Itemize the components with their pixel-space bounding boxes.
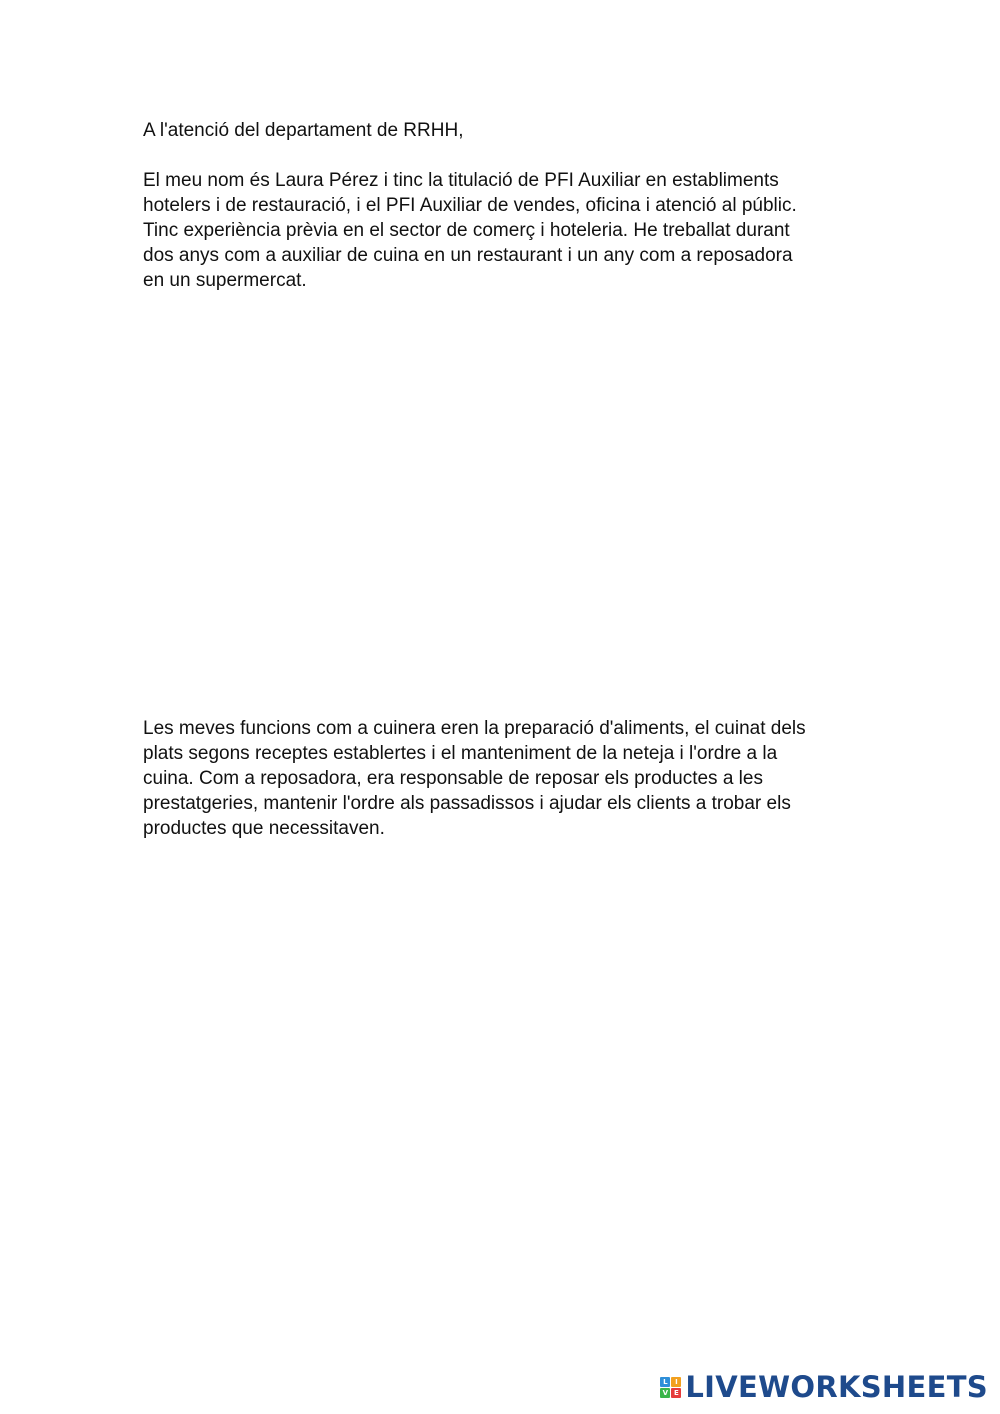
- paragraph-line: productes que necessitaven.: [143, 818, 385, 839]
- paragraph-line: prestatgeries, mantenir l'ordre als passadissos i ajudar els clients a trobar els: [143, 793, 791, 814]
- logo-mark-icon: [660, 1377, 681, 1398]
- salutation: A l'atenció del departament de RRHH,: [143, 120, 464, 141]
- logo-text: LIVEWORKSHEETS: [685, 1370, 988, 1404]
- paragraph-line: dos anys com a auxiliar de cuina en un restaurant i un any com a reposadora: [143, 245, 793, 266]
- paragraph-functions: [143, 716, 806, 841]
- paragraph-line: plats segons receptes establertes i el manteniment de la neteja i l'ordre a la: [143, 743, 778, 764]
- logo-mark-cell: L: [660, 1377, 670, 1387]
- paragraph-line: en un supermercat.: [143, 270, 307, 291]
- paragraph-introduction: [143, 168, 797, 293]
- logo-mark-cell: I: [671, 1377, 681, 1387]
- paragraph-line: Tinc experiència prèvia en el sector de comerç i hoteleria. He treballat durant: [143, 220, 790, 241]
- paragraph-line: hotelers i de restauració, i el PFI Auxiliar de vendes, oficina i atenció al públic.: [143, 195, 797, 216]
- logo-mark-cell: V: [660, 1388, 670, 1398]
- paragraph-line: cuina. Com a reposadora, era responsable de reposar els productes a les: [143, 768, 763, 789]
- logo-mark-cell: E: [671, 1388, 681, 1398]
- paragraph-line: Les meves funcions com a cuinera eren la preparació d'aliments, el cuinat dels: [143, 718, 806, 739]
- paragraph-line: El meu nom és Laura Pérez i tinc la titulació de PFI Auxiliar en establiments: [143, 170, 779, 191]
- liveworksheets-logo: [660, 1370, 988, 1404]
